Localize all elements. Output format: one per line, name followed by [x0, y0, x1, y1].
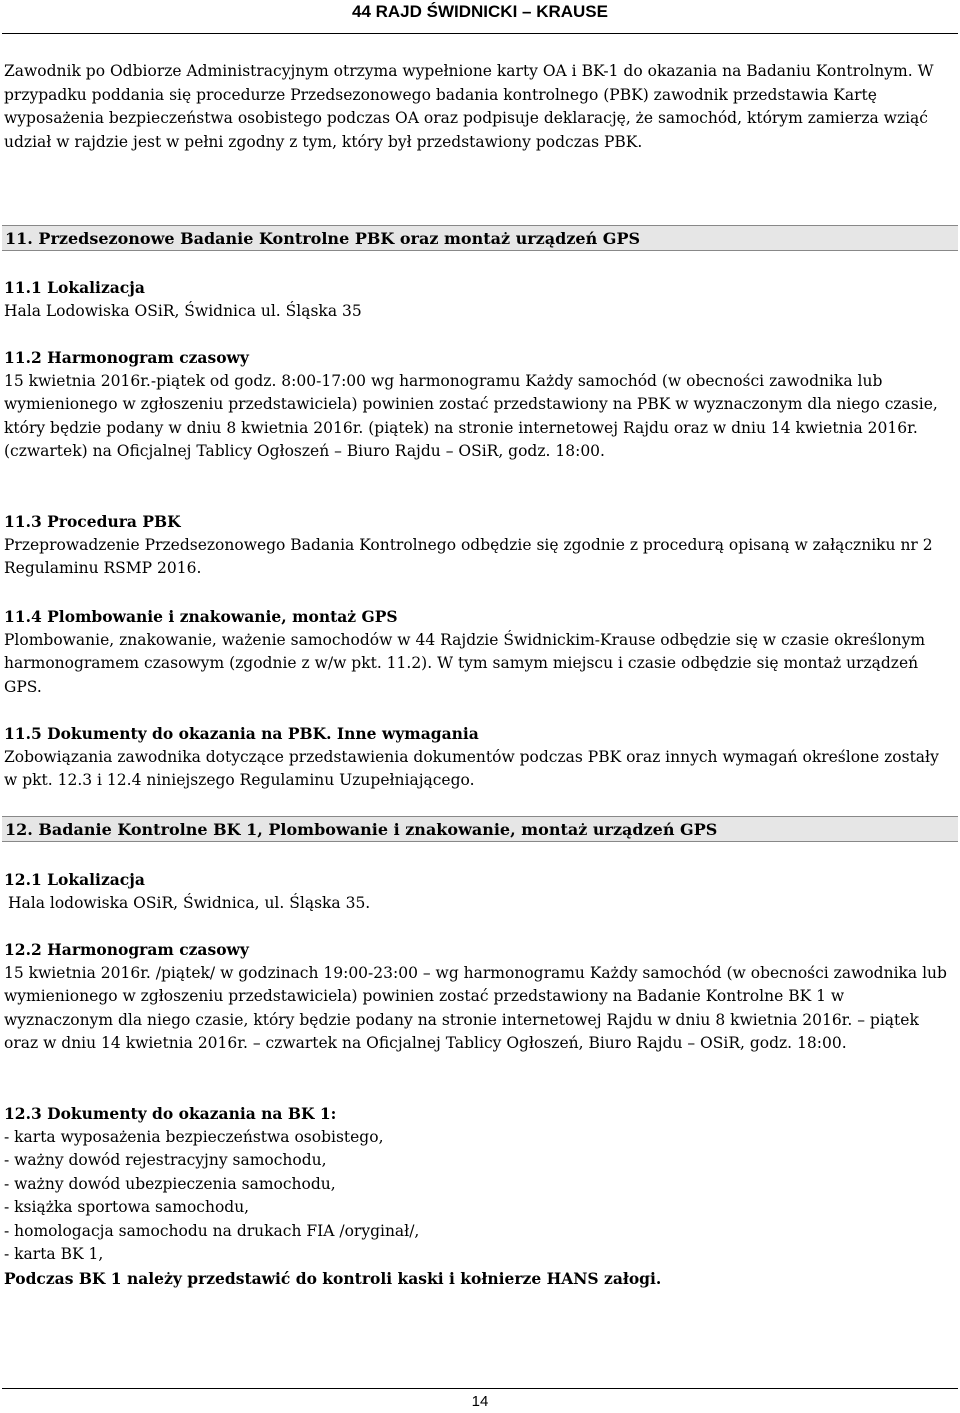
subsection-11-5-text: Zobowiązania zawodnika dotyczące przedstawienia dokumentów podczas PBK oraz innych wymagań określone zostały w pkt. 12.3 i 12.4 niniejszego Regulaminu Uzupełniającego.	[4, 747, 939, 789]
subsection-12-2-title: 12.2 Harmonogram czasowy	[4, 940, 249, 959]
subsection-11-5-title: 11.5 Dokumenty do okazania na PBK. Inne wymagania	[4, 724, 479, 743]
subsection-12-1-text: Hala lodowiska OSiR, Świdnica, ul. Śląska 35.	[8, 893, 371, 912]
subsection-12-1	[4, 868, 956, 915]
document-list-item: - ważny dowód ubezpieczenia samochodu,	[4, 1174, 336, 1193]
subsection-12-2	[4, 938, 956, 1056]
footer-divider	[2, 1388, 958, 1389]
subsection-11-2-text: 15 kwietnia 2016r.-piątek od godz. 8:00-17:00 wg harmonogramu Każdy samochód (w obecności zawodnika lub wymienionego w zgłoszeniu przedstawiciela) powinien zostać przedstawiony na PBK w wyznaczonym dla niego czasie, który będzie podany w dniu 8 kwietnia 2016r. (piątek) na stronie internetowej Rajdu oraz w dniu 14 kwietnia 2016r. (czwartek) na Oficjalnej Tablicy Ogłoszeń – Biuro Rajdu – OSiR, godz. 18:00.	[4, 371, 938, 460]
subsection-11-3	[4, 510, 956, 581]
page-header: 44 RAJD ŚWIDNICKI – KRAUSE	[352, 2, 608, 21]
subsection-12-2-text: 15 kwietnia 2016r. /piątek/ w godzinach 19:00-23:00 – wg harmonogramu Każdy samochód (w obecności zawodnika lub wymienionego w zgłoszeniu przedstawiciela) powinien zostać przedstawiony na Badanie Kontrolne BK 1 w wyznaczonym dla niego czasie, który będzie podany na stronie internetowej Rajdu w dniu 8 kwietnia 2016r. – piątek oraz w dniu 14 kwietnia 2016r. – czwartek na Oficjalnej Tablicy Ogłoszeń, Biuro Rajdu – OSiR, godz. 18:00.	[4, 963, 947, 1052]
subsection-11-3-text: Przeprowadzenie Przedsezonowego Badania Kontrolnego odbędzie się zgodnie z procedurą opisaną w załączniku nr 2 Regulaminu RSMP 2016.	[4, 535, 933, 577]
subsection-12-3	[4, 1102, 956, 1290]
subsection-11-2-title: 11.2 Harmonogram czasowy	[4, 348, 249, 367]
section-12-heading: 12. Badanie Kontrolne BK 1, Plombowanie i znakowanie, montaż urządzeń GPS	[2, 816, 958, 842]
header-divider	[2, 33, 958, 34]
subsection-11-1-title: 11.1 Lokalizacja	[4, 278, 145, 297]
subsection-11-3-title: 11.3 Procedura PBK	[4, 512, 181, 531]
subsection-11-1-text: Hala Lodowiska OSiR, Świdnica ul. Śląska 35	[4, 301, 362, 320]
document-list-item: - ważny dowód rejestracyjny samochodu,	[4, 1151, 327, 1169]
subsection-11-1	[4, 276, 956, 323]
document-list-item: - homologacja samochodu na drukach FIA /oryginał/,	[4, 1221, 420, 1240]
subsection-11-4-title: 11.4 Plombowanie i znakowanie, montaż GPS	[4, 607, 398, 626]
intro-paragraph: Zawodnik po Odbiorze Administracyjnym otrzyma wypełnione karty OA i BK-1 do okazania na Badaniu Kontrolnym. W przypadku poddania się procedurze Przedsezonowego badania kontrolnego (PBK) zawodnik przedstawia Kartę wyposażenia bezpieczeństwa osobistego podczas OA oraz podpisuje deklarację, że samochód, którym zamierza wziąć udział w rajdzie jest w pełni zgodny z tym, który był przedstawiony podczas PBK.	[4, 62, 934, 151]
bk1-helmet-note: Podczas BK 1 należy przedstawić do kontroli kaski i kołnierze HANS załogi.	[4, 1268, 662, 1288]
subsection-11-5	[4, 722, 956, 793]
page-number: 14	[471, 1393, 489, 1410]
document-list-item: - książka sportowa samochodu,	[4, 1198, 250, 1216]
section-11-heading: 11. Przedsezonowe Badanie Kontrolne PBK oraz montaż urządzeń GPS	[2, 225, 958, 251]
subsection-12-1-title: 12.1 Lokalizacja	[4, 870, 145, 889]
subsection-11-4	[4, 605, 956, 699]
subsection-12-3-title: 12.3 Dokumenty do okazania na BK 1:	[4, 1104, 337, 1123]
document-list-item: - karta wyposażenia bezpieczeństwa osobistego,	[4, 1127, 384, 1146]
subsection-11-4-text: Plombowanie, znakowanie, ważenie samochodów w 44 Rajdzie Świdnickim-Krause odbędzie się w czasie określonym harmonogramem czasowym (zgodnie z w/w pkt. 11.2). W tym samym miejscu i czasie odbędzie się montaż urządzeń GPS.	[4, 630, 926, 696]
subsection-11-2	[4, 346, 956, 464]
document-list-item: - karta BK 1,	[4, 1245, 104, 1263]
